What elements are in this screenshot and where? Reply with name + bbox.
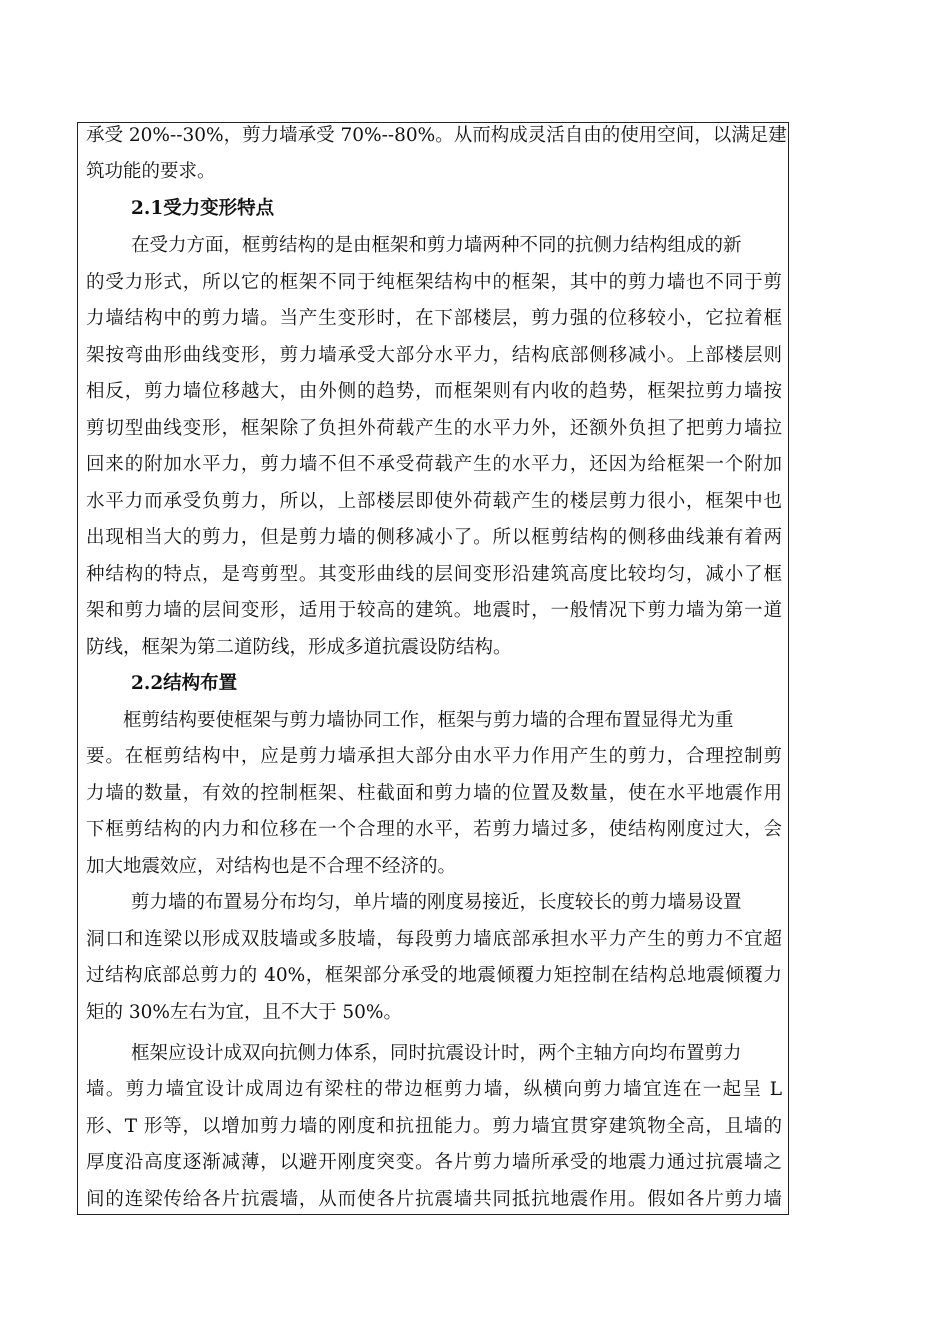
paragraph-line: 框剪结构要使框架与剪力墙协同工作，框架与剪力墙的合理布置显得尤为重 xyxy=(123,710,734,731)
paragraph-line: 剪切型曲线变形，框架除了负担外荷载产生的水平力外，还额外负担了把剪力墙拉 xyxy=(86,418,782,439)
paragraph-line: 过结构底部总剪力的 40%，框架部分承受的地震倾覆力矩控制在结构总地震倾覆力 xyxy=(86,965,782,986)
paragraph-line: 墙。剪力墙宜设计成周边有梁柱的带边框剪力墙，纵横向剪力墙宜连在一起呈 L xyxy=(86,1079,782,1100)
paragraph-line: 矩的 30%左右为宜，且不大于 50%。 xyxy=(86,1002,403,1023)
paragraph-line: 厚度沿高度逐渐减薄，以避开刚度突变。各片剪力墙所承受的地震力通过抗震墙之 xyxy=(86,1152,782,1173)
paragraph-line: 在受力方面，框剪结构的是由框架和剪力墙两种不同的抗侧力结构组成的新 xyxy=(131,235,742,256)
paragraph-line: 种结构的特点，是弯剪型。其变形曲线的层间变形沿建筑高度比较均匀，减小了框 xyxy=(86,564,782,585)
paragraph-line: 回来的附加水平力，剪力墙不但不承受荷载产生的水平力，还因为给框架一个附加 xyxy=(86,454,782,475)
paragraph-line: 洞口和连梁以形成双肢墙或多肢墙，每段剪力墙底部承担水平力产生的剪力不宜超 xyxy=(86,929,782,950)
paragraph-line: 剪力墙的布置易分布均匀，单片墙的刚度易接近，长度较长的剪力墙易设置 xyxy=(131,892,742,913)
paragraph-line: 力墙的数量，有效的控制框架、柱截面和剪力墙的位置及数量，使在水平地震作用 xyxy=(86,783,782,804)
paragraph-line: 出现相当大的剪力，但是剪力墙的侧移减小了。所以框剪结构的侧移曲线兼有着两 xyxy=(86,527,782,548)
paragraph-line: 防线，框架为第二道防线，形成多道抗震设防结构。 xyxy=(86,637,512,658)
paragraph-line: 架和剪力墙的层间变形，适用于较高的建筑。地震时，一般情况下剪力墙为第一道 xyxy=(86,600,782,621)
section-heading: 2.2结构布置 xyxy=(131,673,238,694)
paragraph-line: 框架应设计成双向抗侧力体系，同时抗震设计时，两个主轴方向均布置剪力 xyxy=(131,1043,742,1064)
paragraph-line: 架按弯曲形曲线变形，剪力墙承受大部分水平力，结构底部侧移减小。上部楼层则 xyxy=(86,345,782,366)
paragraph-line: 形、T 形等，以增加剪力墙的刚度和抗扭能力。剪力墙宜贯穿建筑物全高，且墙的 xyxy=(86,1116,782,1137)
paragraph-line: 加大地震效应，对结构也是不合理不经济的。 xyxy=(86,856,457,877)
paragraph-line: 水平力而承受负剪力，所以，上部楼层即使外荷载产生的楼层剪力很小，框架中也 xyxy=(86,491,782,512)
paragraph-line: 下框剪结构的内力和位移在一个合理的水平，若剪力墙过多，使结构刚度过大，会 xyxy=(86,819,782,840)
paragraph-line: 的受力形式，所以它的框架不同于纯框架结构中的框架，其中的剪力墙也不同于剪 xyxy=(86,272,782,293)
section-heading: 2.1受力变形特点 xyxy=(131,198,275,219)
paragraph-line: 承受 20%--30%，剪力墙承受 70%--80%。从而构成灵活自由的使用空间，以满足建 xyxy=(86,125,787,146)
paragraph-line: 相反，剪力墙位移越大，由外侧的趋势，而框架则有内收的趋势，框架拉剪力墙按 xyxy=(86,381,782,402)
paragraph-line: 要。在框剪结构中，应是剪力墙承担大部分由水平力作用产生的剪力，合理控制剪 xyxy=(86,746,782,767)
paragraph-line: 力墙结构中的剪力墙。当产生变形时，在下部楼层，剪力强的位移较小，它拉着框 xyxy=(86,308,782,329)
paragraph-line: 筑功能的要求。 xyxy=(86,161,216,182)
paragraph-line: 间的连梁传给各片抗震墙，从而使各片抗震墙共同抵抗地震作用。假如各片剪力墙 xyxy=(86,1189,782,1210)
